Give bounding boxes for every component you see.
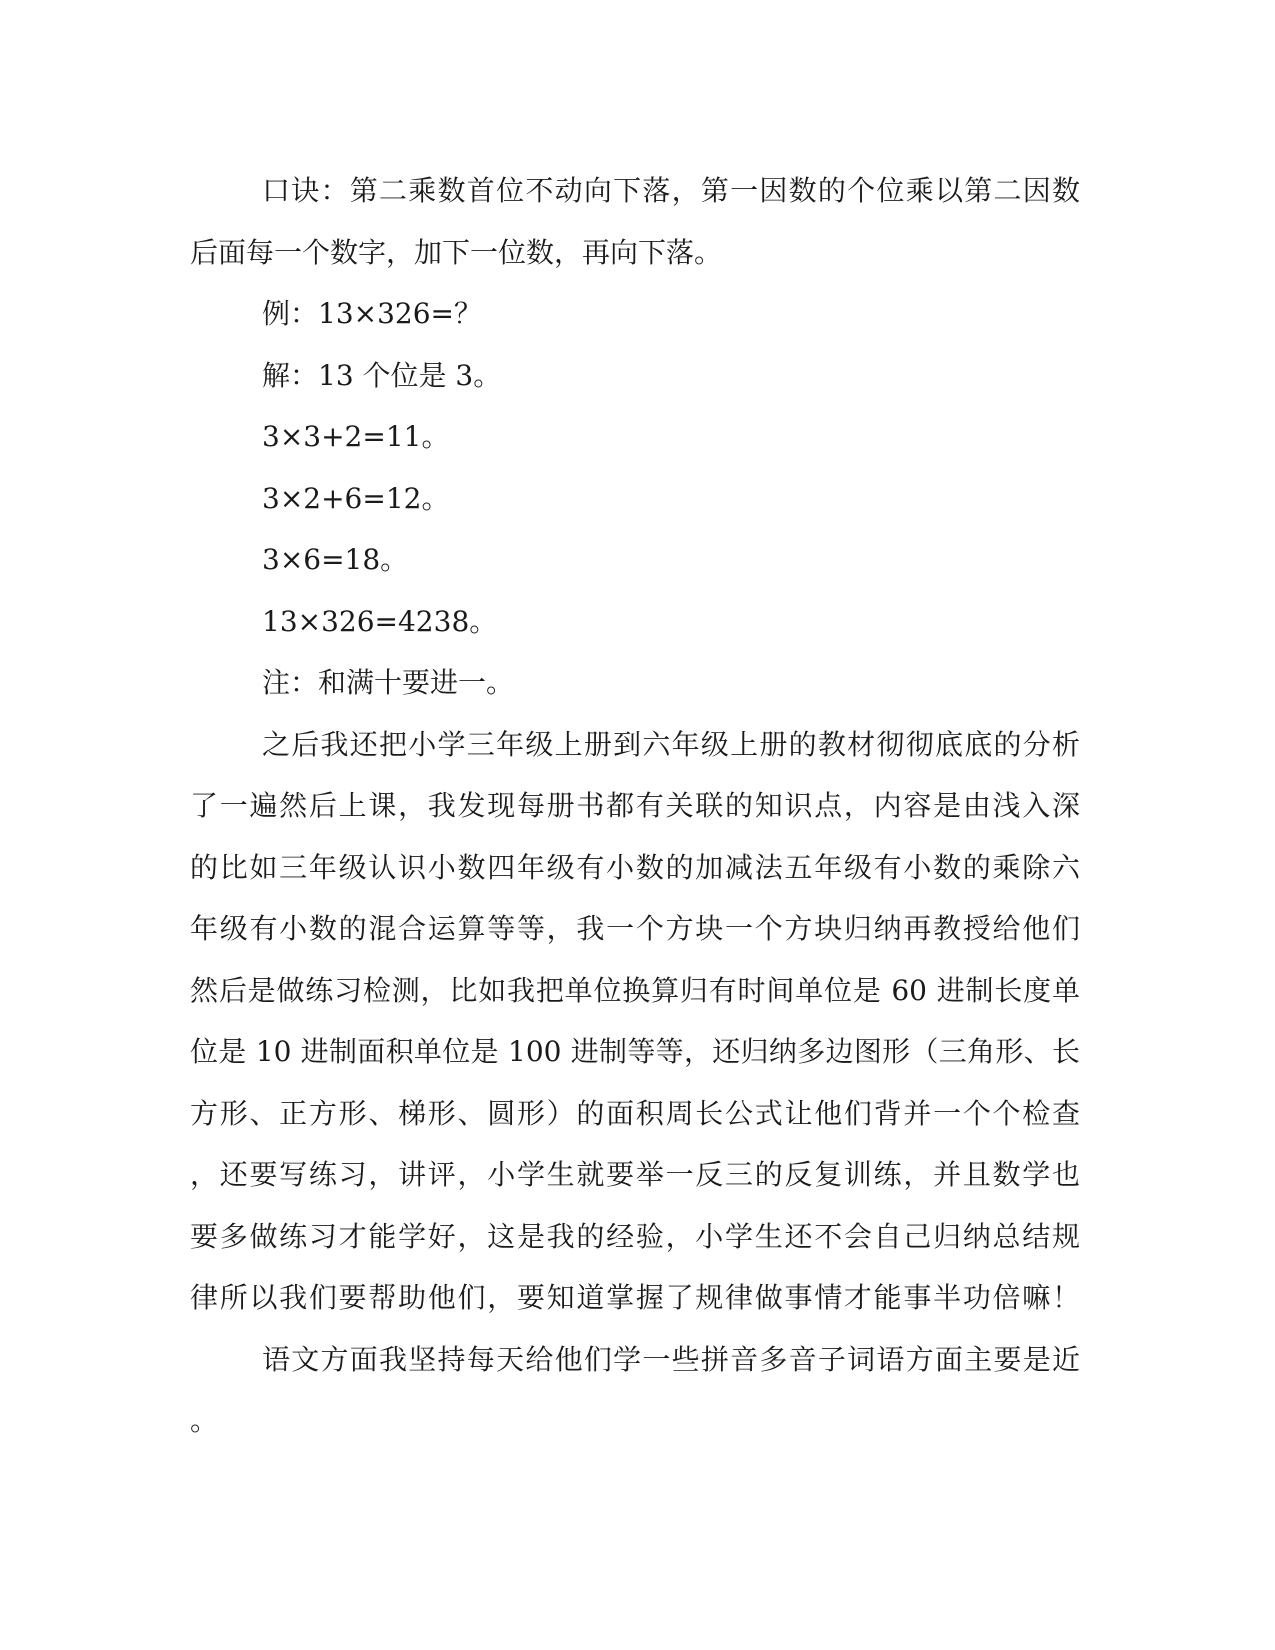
text-line: 例：13×326=？ xyxy=(262,297,482,330)
text-line: 之后我还把小学三年级上册到六年级上册的教材彻彻底底的分析 xyxy=(262,727,1080,761)
text-line: 。 xyxy=(190,1404,219,1437)
text-line: 要多做练习才能学好，这是我的经验，小学生还不会自己归纳总结规 xyxy=(190,1219,1080,1253)
text-line: 后面每一个数字，加下一位数，再向下落。 xyxy=(190,235,723,269)
text-line: 然后是做练习检测，比如我把单位换算归有时间单位是 60 进制长度单 xyxy=(190,973,1080,1007)
text-line: 位是 10 进制面积单位是 100 进制等等，还归纳多边图形（三角形、长 xyxy=(190,1035,1080,1068)
text-line: 方形、正方形、梯形、圆形）的面积周长公式让他们背并一个个检查 xyxy=(190,1096,1080,1130)
text-line: ，还要写练习，讲评，小学生就要举一反三的反复训练，并且数学也 xyxy=(190,1158,1080,1191)
text-line: 13×326=4238。 xyxy=(262,604,498,638)
text-line: 3×3+2=11。 xyxy=(262,420,450,453)
document-body xyxy=(190,160,1080,1452)
text-line: 3×6=18。 xyxy=(262,543,409,576)
text-line: 口诀：第二乘数首位不动向下落，第一因数的个位乘以第二因数 xyxy=(262,174,1080,207)
text-line: 的比如三年级认识小数四年级有小数的加减法五年级有小数的乘除六 xyxy=(190,850,1080,884)
text-line: 注：和满十要进一。 xyxy=(262,666,515,699)
text-line: 年级有小数的混合运算等等，我一个方块一个方块归纳再教授给他们 xyxy=(190,912,1080,945)
text-line: 了一遍然后上课，我发现每册书都有关联的知识点，内容是由浅入深 xyxy=(190,789,1080,822)
text-line: 解：13 个位是 3。 xyxy=(262,358,502,392)
text-line: 语文方面我坚持每天给他们学一些拼音多音子词语方面主要是近 xyxy=(262,1342,1080,1376)
text-line: 律所以我们要帮助他们，要知道掌握了规律做事情才能事半功倍嘛！ xyxy=(190,1281,1080,1314)
text-line: 3×2+6=12。 xyxy=(262,481,450,515)
